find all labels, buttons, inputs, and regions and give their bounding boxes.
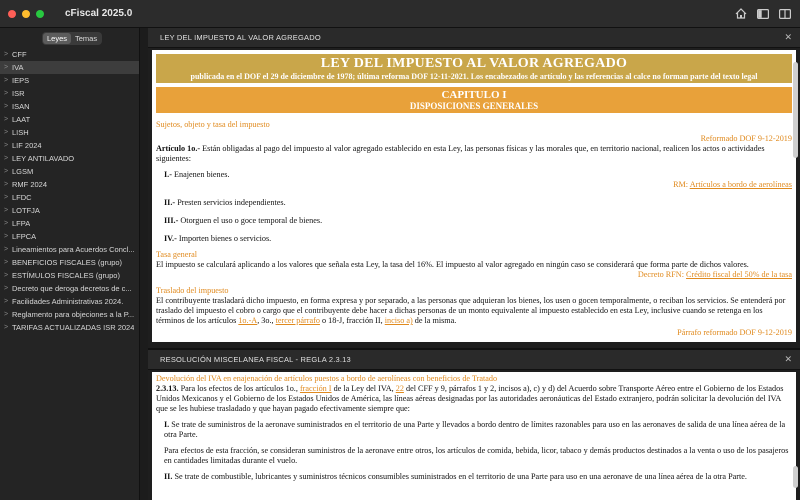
home-icon[interactable] xyxy=(734,7,748,20)
rule-fraction-note: Para efectos de esta fracción, se consideran suministros de la aeronave entre otros, los artículos de comida, bebida, licor, tabaco y demás productos destinados a la venta o uso de los pasajeros en cantidades limitadas durante el vuelo. xyxy=(164,446,789,465)
chevron-right-icon: > xyxy=(4,194,9,201)
chevron-right-icon: > xyxy=(4,142,9,149)
fraction-text: Enajenen bienes. xyxy=(171,170,230,179)
chapter-subtitle: DISPOSICIONES GENERALES xyxy=(409,101,539,111)
law-pane-header xyxy=(148,28,800,48)
fraccion-link[interactable]: fracción I xyxy=(299,384,332,393)
chevron-right-icon: > xyxy=(4,298,9,305)
sidebar-item-tarifas[interactable]: > TARIFAS ACTUALIZADAS ISR 2024 xyxy=(4,323,135,332)
law-pane xyxy=(148,28,800,344)
sidebar-item-laat[interactable]: > LAAT xyxy=(4,115,31,124)
sidebar-item-beneficios-fiscales[interactable]: > BENEFICIOS FISCALES (grupo) xyxy=(4,258,123,267)
rule-title: Devolución del IVA en enajenación de artículos puestos a bordo de aerolíneas con beneficios de Tratado xyxy=(156,374,498,383)
sidebar-item-isan[interactable]: > ISAN xyxy=(4,102,30,111)
section-heading: Sujetos, objeto y tasa del impuesto xyxy=(156,120,270,129)
rule-document xyxy=(152,372,796,500)
chevron-right-icon: > xyxy=(4,51,9,58)
sidebar-item-lif-2024[interactable]: > LIF 2024 xyxy=(4,141,42,150)
section-heading: Tasa general xyxy=(156,250,198,259)
rule-fraction xyxy=(152,420,796,440)
close-icon[interactable]: ✕ xyxy=(784,32,792,42)
fraction-item xyxy=(152,170,796,180)
fraction-item xyxy=(152,234,796,244)
sidebar-item-ley-antilavado[interactable]: > LEY ANTILAVADO xyxy=(4,154,75,163)
sidebar-item-lfdc[interactable]: > LFDC xyxy=(4,193,32,202)
chevron-right-icon: > xyxy=(4,233,9,240)
paragraph-link[interactable]: tercer párrafo xyxy=(275,316,320,325)
rule-scrollbar[interactable] xyxy=(793,466,798,488)
sidebar-item-ieps[interactable]: > IEPS xyxy=(4,76,30,85)
fraction-number: IV.- xyxy=(164,234,177,243)
sidebar-item-reglamento[interactable]: > Reglamento para objeciones a la P... xyxy=(4,310,135,319)
fraction-item xyxy=(152,216,796,226)
article-link[interactable]: 1o.-A xyxy=(238,316,258,325)
fraction-text: Otorguen el uso o goce temporal de bienes. xyxy=(178,216,323,225)
sidebar-item-facilidades[interactable]: > Facilidades Administrativas 2024. xyxy=(4,297,124,306)
sidebar-item-estimulos-fiscales[interactable]: > ESTÍMULOS FISCALES (grupo) xyxy=(4,271,120,280)
rule-number: 2.3.13. xyxy=(156,384,179,393)
fraction-text: Se trate de combustible, lubricantes y suministros técnicos consumibles suministrados en el territorio de una Parte para uso en una aeronave de una línea aérea de la otra Parte. xyxy=(172,472,747,481)
sidebar-item-rmf-2024[interactable]: > RMF 2024 xyxy=(4,180,48,189)
rule-text: Para los efectos de los artículos 1o., xyxy=(178,384,300,393)
chevron-right-icon: > xyxy=(4,64,9,71)
rm-reference xyxy=(152,180,796,190)
fraction-number: II.- xyxy=(164,198,176,207)
fraction-number: II. xyxy=(164,472,173,481)
sidebar-item-lotfja[interactable]: > LOTFJA xyxy=(4,206,40,215)
traslado-text: El contribuyente trasladará dicho impuesto, en forma expresa y por separado, a las personas que adquieran los bienes, los usen o gocen temporalmente, o reciban los servicios. Se entenderá por traslado del impuesto el cobro o cargo que el contribuyente debe hacer a dichas personas de un monto equivalente al impuesto establecido en esta Ley, inclusive cuando se retenga en los términos de los artículos xyxy=(156,296,786,325)
chevron-right-icon: > xyxy=(4,181,9,188)
fraction-text: Presten servicios independientes. xyxy=(175,198,286,207)
rule-pane xyxy=(148,348,800,500)
close-icon[interactable]: ✕ xyxy=(784,354,792,364)
law-document xyxy=(152,50,796,342)
law-banner-subtitle: publicada en el DOF el 29 de diciembre de 1978; última reforma DOF 12-11-2021. Los encabezados de artículo y las referencias al calce no forman parte del texto legal xyxy=(190,72,758,81)
zoom-window-button[interactable] xyxy=(36,10,44,18)
decreto-link[interactable]: Crédito fiscal del 50% de la tasa xyxy=(686,270,792,279)
traslado-paragraph xyxy=(152,296,796,326)
sidebar-item-cff[interactable]: > CFF xyxy=(4,50,27,59)
sidebar-splitter[interactable] xyxy=(140,28,148,500)
segment-leyes[interactable]: Leyes xyxy=(43,33,71,44)
chevron-right-icon: > xyxy=(4,259,9,266)
tasa-paragraph: El impuesto se calculará aplicando a los valores que señala esta Ley, la tasa del 16%. El impuesto al valor agregado en ningún caso se considerará que forma parte de dichos valores. xyxy=(156,260,749,269)
minimize-window-button[interactable] xyxy=(22,10,30,18)
sidebar-item-lish[interactable]: > LISH xyxy=(4,128,29,137)
sidebar-item-iva[interactable]: > IVA xyxy=(0,61,140,74)
chevron-right-icon: > xyxy=(4,168,9,175)
law-scrollbar[interactable] xyxy=(793,62,798,158)
chevron-right-icon: > xyxy=(4,285,9,292)
rule-pane-title: RESOLUCIÓN MISCELANEA FISCAL - REGLA 2.3.13 xyxy=(160,355,351,364)
fraction-number: I. xyxy=(164,420,170,429)
law-pane-title: LEY DEL IMPUESTO AL VALOR AGREGADO xyxy=(160,33,321,42)
chevron-right-icon: > xyxy=(4,116,9,123)
law-banner xyxy=(156,54,792,83)
law-banner-title: LEY DEL IMPUESTO AL VALOR AGREGADO xyxy=(320,56,628,71)
sidebar-item-decreto[interactable]: > Decreto que deroga decretos de c... xyxy=(4,284,132,293)
fraction-number: III.- xyxy=(164,216,179,225)
rm-link[interactable]: Artículos a bordo de aerolíneas xyxy=(689,180,792,189)
close-window-button[interactable] xyxy=(8,10,16,18)
sidebar xyxy=(0,28,140,500)
app-title: cFiscal 2025.0 xyxy=(65,8,133,19)
chevron-right-icon: > xyxy=(4,103,9,110)
rm-label: RM: xyxy=(673,180,690,189)
cff-article-link[interactable]: 22 xyxy=(395,384,404,393)
fraction-text: Se trate de suministros de la aeronave suministrados en el territorio de una Parte y llevados a bordo dentro de límites razonables para uso en las aeronaves de salida de una línea aérea de la otra Parte. xyxy=(164,420,786,439)
chevron-right-icon: > xyxy=(4,324,9,331)
chevron-right-icon: > xyxy=(4,155,9,162)
decreto-label: Decreto RFN: xyxy=(637,270,687,279)
sidebar-item-isr[interactable]: > ISR xyxy=(4,89,25,98)
chevron-right-icon: > xyxy=(4,272,9,279)
law-list xyxy=(0,48,140,334)
sidebar-item-lfpca[interactable]: > LFPCA xyxy=(4,232,37,241)
chapter-banner xyxy=(156,87,792,113)
chevron-right-icon: > xyxy=(4,220,9,227)
chevron-right-icon: > xyxy=(4,207,9,214)
window-controls xyxy=(8,10,44,18)
traslado-text: de la misma. xyxy=(412,316,457,325)
chevron-right-icon: > xyxy=(4,129,9,136)
article-paragraph xyxy=(152,144,796,164)
rule-pane-header xyxy=(148,350,800,370)
fraction-text: Importen bienes o servicios. xyxy=(176,234,272,243)
chevron-right-icon: > xyxy=(4,77,9,84)
sidebar-item-lfpa[interactable]: > LFPA xyxy=(4,219,31,228)
chevron-right-icon: > xyxy=(4,311,9,318)
reform-note: Párrafo reformado DOF 9-12-2019 xyxy=(677,328,792,337)
rule-fraction xyxy=(152,472,796,482)
sidebar-toggle-icon[interactable] xyxy=(756,7,770,20)
reform-note: Reformado DOF 9-12-2019 xyxy=(700,134,792,143)
sidebar-segmented-control xyxy=(42,32,102,45)
decreto-reference xyxy=(152,270,796,280)
fraction-item xyxy=(152,198,796,208)
rule-paragraph xyxy=(152,384,796,414)
title-bar xyxy=(0,0,800,28)
chapter-title: CAPITULO I xyxy=(441,89,507,101)
rule-text: de la Ley del IVA, xyxy=(331,384,396,393)
rule-text: del CFF y 9, párrafos 1 y 2, incisos a), c) y d) del Acuerdo sobre Transporte Aéreo entre el Gobierno de los Estados Unidos Mexicanos y el Gobierno de los Estados Unidos de América, las líneas aéreas designadas por las autoridades aeronáuticas del Estado extranjero, podrán solicitar la devolución del IVA que se les hubiese trasladado y que hayan pagado efectivamente siempre que: xyxy=(156,384,784,413)
article-text: Están obligadas al pago del impuesto al valor agregado establecido en esta Ley, las personas físicas y las morales que, en territorio nacional, realicen los actos o actividades siguientes: xyxy=(156,144,765,163)
section-heading: Traslado del impuesto xyxy=(156,286,229,295)
traslado-text: o 18-J, fracción II, xyxy=(319,316,385,325)
split-view-icon[interactable] xyxy=(778,7,792,20)
sidebar-item-lgsm[interactable]: > LGSM xyxy=(4,167,34,176)
chevron-right-icon: > xyxy=(4,246,9,253)
fraction-number: I.- xyxy=(164,170,172,179)
chevron-right-icon: > xyxy=(4,90,9,97)
segment-temas[interactable]: Temas xyxy=(75,34,98,43)
sidebar-item-lineamientos[interactable]: > Lineamientos para Acuerdos Concl... xyxy=(4,245,135,254)
article-label: Artículo 1o.- xyxy=(156,144,201,153)
traslado-text: , 3o., xyxy=(257,316,276,325)
inciso-link[interactable]: inciso a) xyxy=(384,316,413,325)
